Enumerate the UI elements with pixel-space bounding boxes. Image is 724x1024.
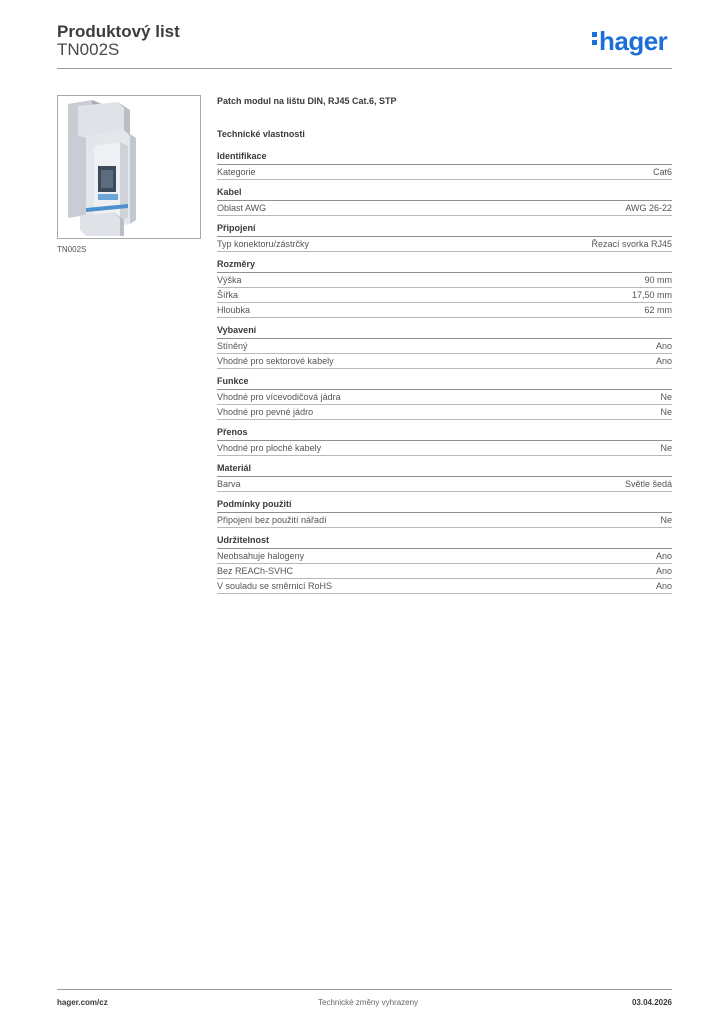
logo-text: hager — [599, 26, 668, 56]
footer-website: hager.com/cz — [57, 998, 108, 1007]
product-code: TN002S — [57, 40, 120, 59]
spec-label: Připojení bez použití nářadí — [217, 515, 327, 525]
spec-row — [217, 390, 672, 405]
header-divider — [57, 68, 672, 69]
spec-value: Světle šedá — [624, 479, 672, 489]
spec-section — [217, 325, 672, 369]
spec-section — [217, 151, 672, 180]
spec-label: Neobsahuje halogeny — [217, 551, 305, 561]
section-heading: Rozměry — [217, 259, 672, 273]
spec-row — [217, 477, 672, 492]
spec-row — [217, 303, 672, 318]
image-caption: TN002S — [57, 245, 87, 254]
spec-row — [217, 288, 672, 303]
footer-notice: Technické změny vyhrazeny — [318, 998, 419, 1007]
spec-row — [217, 549, 672, 564]
spec-value: Ne — [660, 392, 672, 402]
spec-label: Vhodné pro vícevodičová jádra — [217, 392, 341, 402]
spec-row — [217, 405, 672, 420]
spec-row — [217, 564, 672, 579]
spec-section — [217, 376, 672, 420]
product-title: Patch modul na lištu DIN, RJ45 Cat.6, STP — [217, 96, 397, 106]
spec-section — [217, 535, 672, 594]
spec-sections — [217, 151, 672, 594]
spec-value: Ano — [655, 581, 672, 591]
spec-section — [217, 259, 672, 318]
patch-module-illustration — [58, 96, 201, 239]
spec-value: Ano — [655, 356, 672, 366]
spec-section — [217, 223, 672, 252]
spec-label: Výška — [217, 275, 242, 285]
spec-row — [217, 201, 672, 216]
spec-row — [217, 441, 672, 456]
section-heading: Kabel — [217, 187, 672, 201]
section-heading: Podmínky použití — [217, 499, 672, 513]
spec-label: Typ konektoru/zástrčky — [217, 239, 310, 249]
tech-specs-title: Technické vlastnosti — [217, 129, 305, 139]
spec-row — [217, 354, 672, 369]
spec-value: Ano — [655, 341, 672, 351]
spec-row — [217, 579, 672, 594]
spec-label: Kategorie — [217, 167, 256, 177]
section-heading: Udržitelnost — [217, 535, 672, 549]
hager-logo — [592, 28, 667, 54]
spec-section — [217, 187, 672, 216]
spec-value: Ano — [655, 566, 672, 576]
spec-row — [217, 237, 672, 252]
footer-divider — [57, 989, 672, 990]
spec-value: Ano — [655, 551, 672, 561]
spec-label: Oblast AWG — [217, 203, 267, 213]
spec-row — [217, 339, 672, 354]
product-content — [217, 96, 672, 601]
spec-label: Hloubka — [217, 305, 251, 315]
spec-row — [217, 513, 672, 528]
spec-section — [217, 499, 672, 528]
spec-value: Ne — [660, 407, 672, 417]
spec-section — [217, 427, 672, 456]
spec-label: Šířka — [217, 290, 239, 300]
section-heading: Identifikace — [217, 151, 672, 165]
spec-value: 17,50 mm — [631, 290, 672, 300]
spec-value: 90 mm — [644, 275, 672, 285]
section-heading: Přenos — [217, 427, 672, 441]
section-heading: Materiál — [217, 463, 672, 477]
spec-row — [217, 273, 672, 288]
product-image — [57, 95, 201, 239]
footer-date: 03.04.2026 — [631, 998, 672, 1007]
spec-label: Vhodné pro pevné jádro — [217, 407, 314, 417]
spec-label: Vhodné pro sektorové kabely — [217, 356, 334, 366]
section-heading: Vybavení — [217, 325, 672, 339]
spec-label: Vhodné pro ploché kabely — [217, 443, 322, 453]
spec-value: Cat6 — [652, 167, 672, 177]
spec-row — [217, 165, 672, 180]
spec-value: 62 mm — [644, 305, 672, 315]
page-title: Produktový list — [57, 22, 180, 41]
spec-value: AWG 26-22 — [625, 203, 672, 213]
spec-value: Ne — [660, 443, 672, 453]
spec-label: Barva — [217, 479, 241, 489]
spec-section — [217, 463, 672, 492]
logo-dots-icon — [592, 32, 597, 48]
spec-value: Řezací svorka RJ45 — [591, 239, 672, 249]
section-heading: Připojení — [217, 223, 672, 237]
spec-label: Stíněný — [217, 341, 248, 351]
spec-value: Ne — [660, 515, 672, 525]
spec-label: V souladu se směrnicí RoHS — [217, 581, 333, 591]
spec-label: Bez REACh-SVHC — [217, 566, 294, 576]
section-heading: Funkce — [217, 376, 672, 390]
